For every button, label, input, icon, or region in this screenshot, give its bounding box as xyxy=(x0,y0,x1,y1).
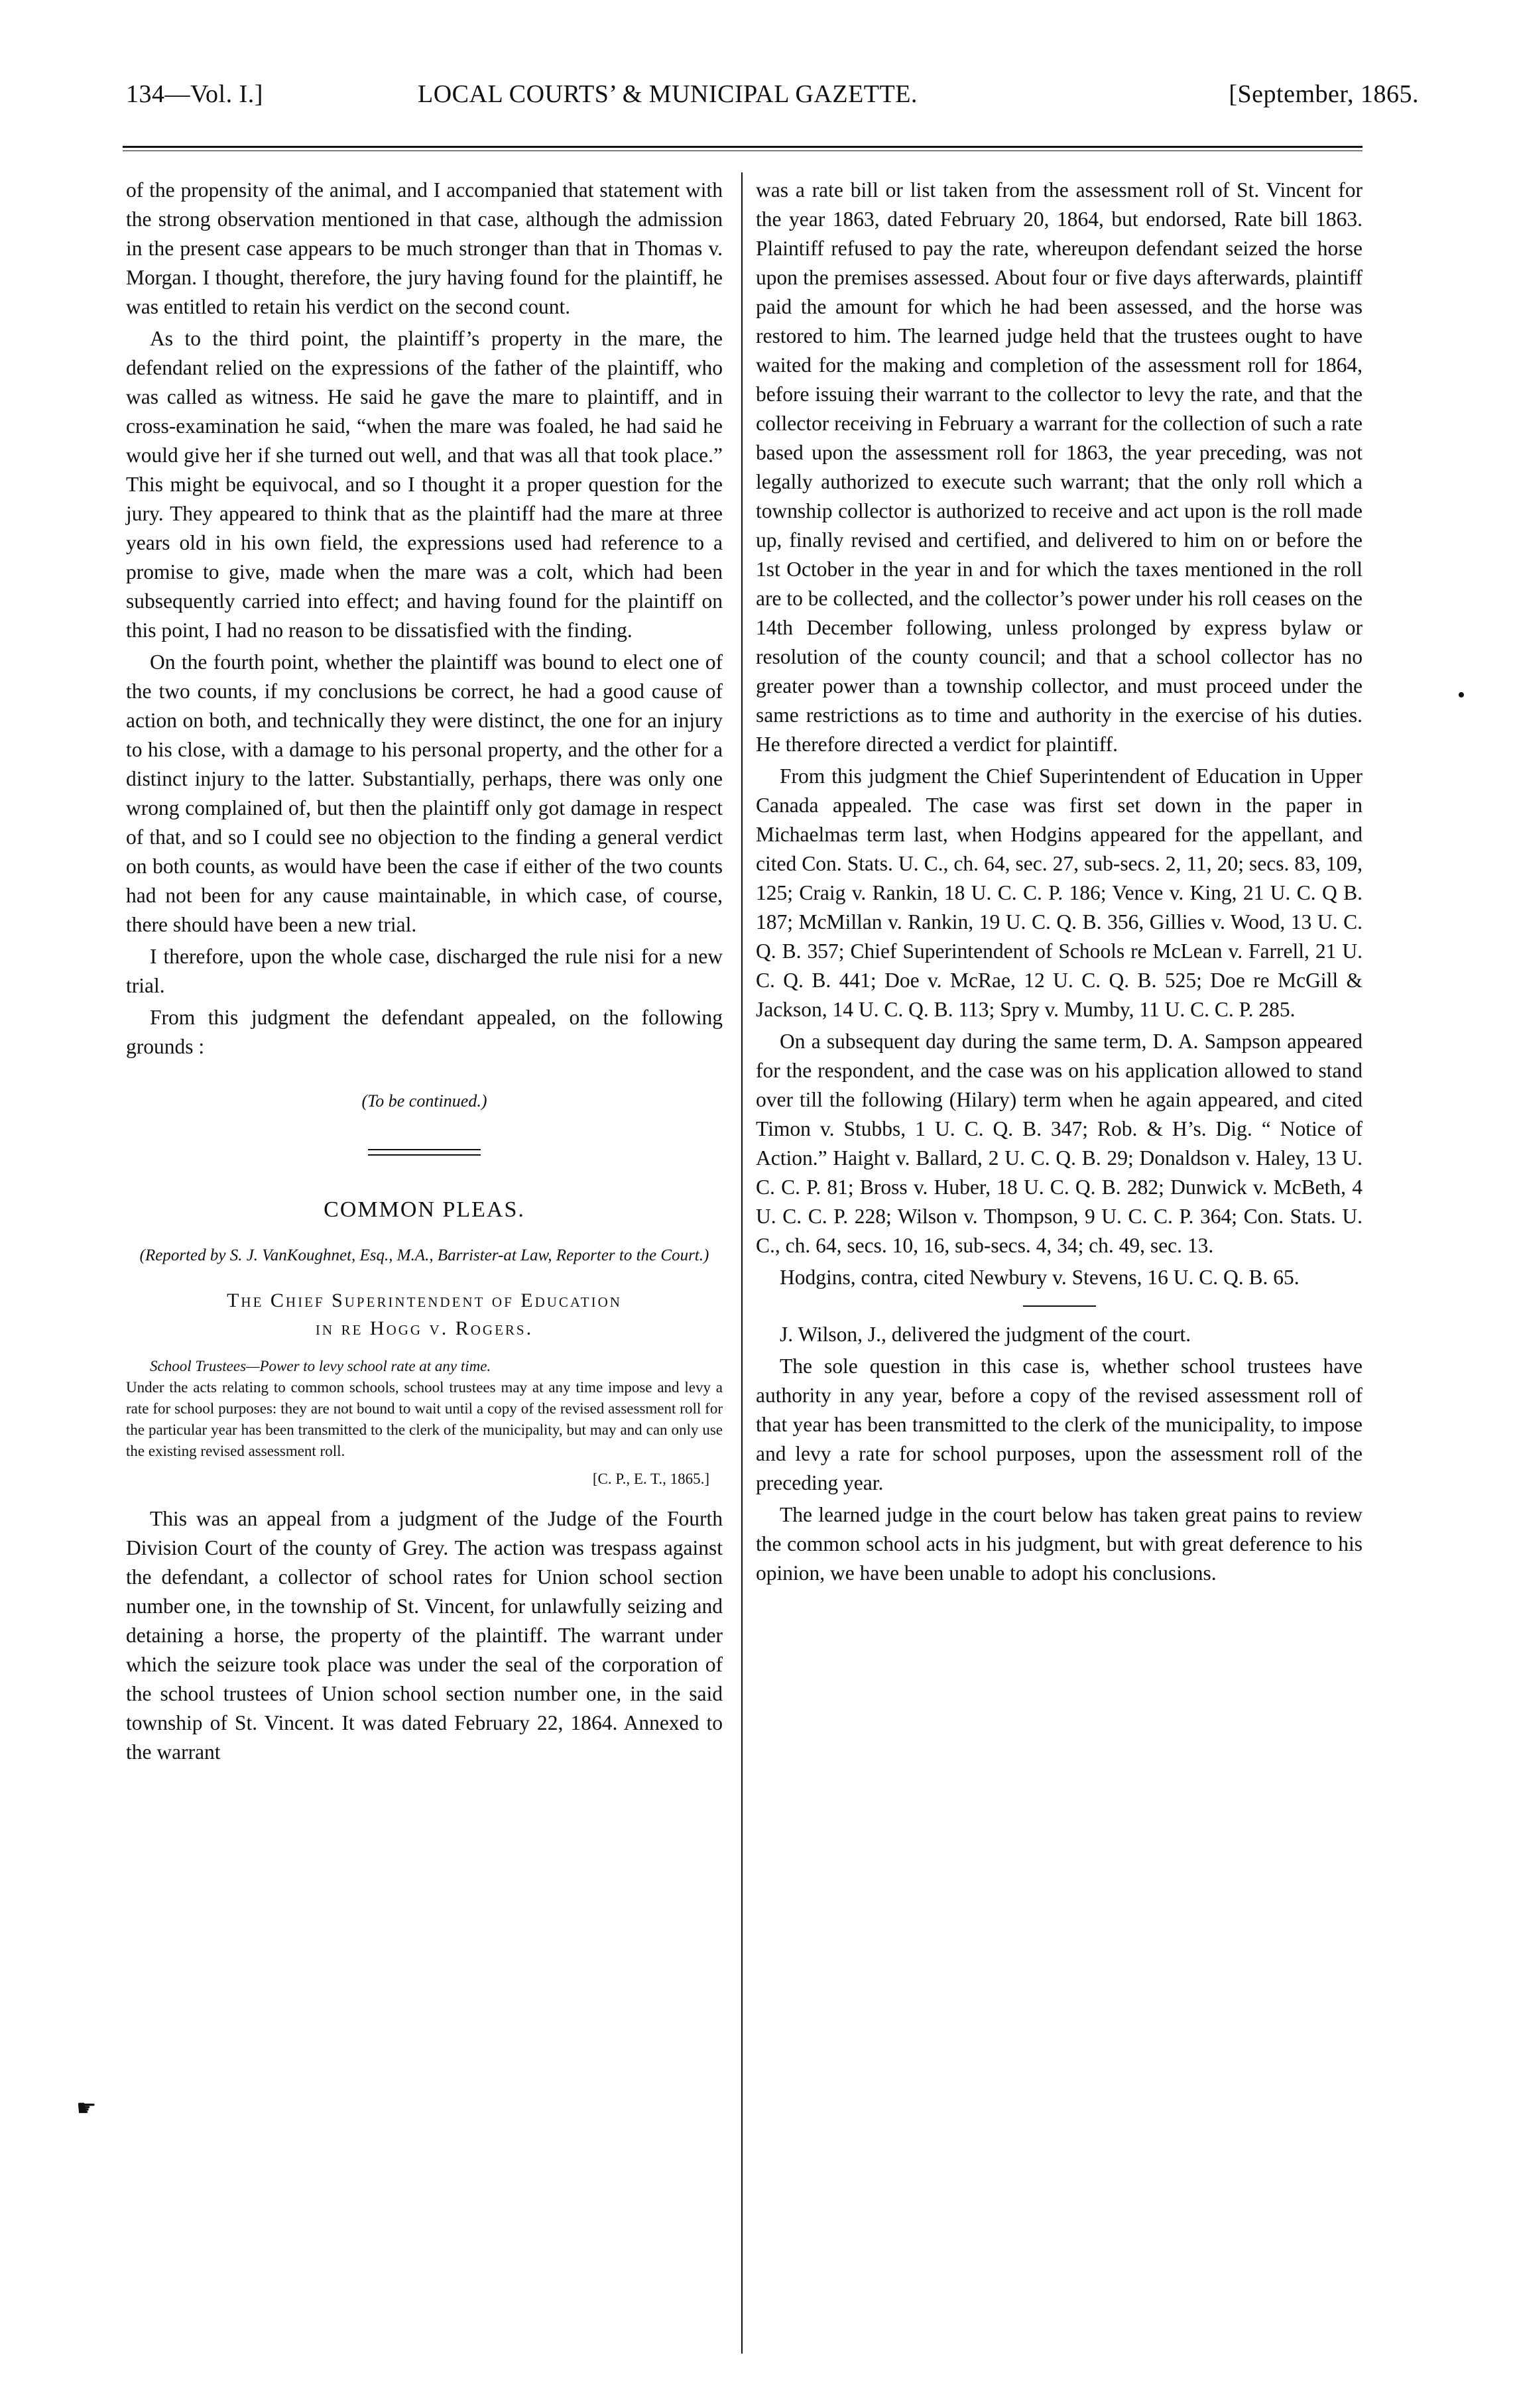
court-citation: [C. P., E. T., 1865.] xyxy=(592,1471,709,1487)
case-title-line-1: The Chief Superintendent of Education xyxy=(227,1290,622,1311)
paragraph: This was an appeal from a judgment of the Judge of the Fourth Division Court of the county of Grey. The action was trespass against the defendant, a collector of school rates for Union school section number one, in the township of St. Vincent, for unlawfully seizing and detaining a horse, the property of the plaintiff. The warrant under which the seizure took place was under the seal of the corporation of the school trustees of Union school section number one, in the said township of St. Vincent. It was dated February 22, 1864. Annexed to the warrant xyxy=(126,1507,723,1764)
separator-rule xyxy=(1023,1305,1096,1307)
column-divider xyxy=(741,172,743,2354)
left-column xyxy=(126,176,723,1767)
right-column xyxy=(756,176,1363,1588)
paragraph: As to the third point, the plaintiff’s property in the mare, the defendant relied on the expressions of the father of the plaintiff, who was called as witness. He said he gave the mare to plaintiff, and in cross-examination he said, “when the mare was foaled, he had said he would give her if she turned out well, and that was all that took place.” This might be equivocal, and so I thought it a proper question for the jury. They appeared to think that as the plaintiff had the mare at three years old in his own field, the expressions used had reference to a promise to give, made when the mare was a colt, which had been subsequently carried into effect; and having found for the plaintiff on this point, I had no reason to be dissatisfied with the finding. xyxy=(126,327,723,642)
page-volume: 134—Vol. I.] xyxy=(126,80,263,108)
running-header xyxy=(99,80,1419,119)
gazette-title: LOCAL COURTS’ & MUNICIPAL GAZETTE. xyxy=(418,80,918,108)
section-title: COMMON PLEAS. xyxy=(324,1197,525,1222)
section-separator xyxy=(368,1149,481,1156)
paragraph: The sole question in this case is, whether school trustees have authority in any year, before a copy of the revised assessment roll of that year has been transmitted to the clerk of the municipality, to impose and levy a rate for school purposes, upon the assessment roll of the preceding year. xyxy=(756,1354,1363,1494)
paragraph: On a subsequent day during the same term, D. A. Sampson appeared for the respondent, and the case was on his application allowed to stand over till the following (Hilary) term when he again appeared, and cited Timon v. Stubbs, 1 U. C. Q. B. 347; Rob. & H’s. Dig. “ Notice of Action.” Haight v. Ballard, 2 U. C. Q. B. 29; Donaldson v. Haley, 13 U. C. C. P. 81; Bross v. Huber, 18 U. C. Q. B. 282; Dunwick v. McBeth, 4 U. C. C. P. 228; Wilson v. Thompson, 9 U. C. C. P. 364; Con. Stats. U. C., ch. 64, secs. 10, 16, sub-secs. 4, 34; ch. 49, sec. 13. xyxy=(756,1030,1363,1257)
paragraph: was a rate bill or list taken from the assessment roll of St. Vincent for the year 1863, dated February 20, 1864, but endorsed, Rate bill 1863. Plaintiff refused to pay the rate, whereupon defendant seized the horse upon the premises assessed. About four or five days afterwards, plaintiff paid the amount for which he had been assessed, and the horse was restored to him. The learned judge held that the trustees ought to have waited for the making and completion of the assessment roll for 1864, before issuing their warrant to the collector to levy the rate, and that the collector receiving in February a warrant for the collection of such a rate based upon the assessment roll for 1863, the year preceding, was not legally authorized to execute such warrant; that the only roll which a township collector is authorized to receive and act upon is the roll made up, finally revised and certified, and delivered to him on or before the 1st October in the year in and for which the taxes mentioned in the roll are to be collected, and the collector’s power under his roll ceases on the 14th December following, unless prolonged by express bylaw or resolution of the county council; and that a school collector has no greater power than a township collector, and must proceed under the same restrictions as to time and authority in the exercise of his duties. He therefore directed a verdict for plaintiff. xyxy=(756,178,1363,756)
case-title-line-2: in re Hogg v. Rogers. xyxy=(315,1317,534,1339)
paragraph: The learned judge in the court below has taken great pains to review the common school acts in his judgment, but with great deference to his opinion, we have been unable to adopt his conclusions. xyxy=(756,1503,1363,1585)
paragraph: Hodgins, contra, cited Newbury v. Stevens, 16 U. C. Q. B. 65. xyxy=(780,1266,1300,1289)
case-title xyxy=(126,1287,723,1343)
headnote-body: Under the acts relating to common schools, school trustees may at any time impose and levy a rate for school purposes: they are not bound to wait until a copy of the revised assessment roll for the particular year has been transmitted to the clerk of the municipality, but may and can only use the existing revised assessment roll. xyxy=(126,1379,723,1459)
paragraph: On the fourth point, whether the plaintiff was bound to elect one of the two counts, if my conclusions be correct, he had a good cause of action on both, and technically they were distinct, the one for an injury to his close, with a damage to his personal property, and the other for a distinct injury to the latter. Substantially, perhaps, there was only one wrong complained of, but then the plaintiff only got damage in respect of that, and so I could see no objection to the finding a general verdict on both counts, as would have been the case if either of the two counts had not been for any cause maintainable, in which case, of course, there should have been a new trial. xyxy=(126,650,723,936)
paragraph: of the propensity of the animal, and I accompanied that statement with the strong observation mentioned in that case, although the admission in the present case appears to be much stronger than that in Thomas v. Morgan. I thought, therefore, the jury having found for the plaintiff, he was entitled to retain his verdict on the second count. xyxy=(126,178,723,318)
paragraph: J. Wilson, J., delivered the judgment of the court. xyxy=(780,1323,1191,1346)
paragraph: From this judgment the defendant appealed, on the following grounds : xyxy=(126,1006,723,1058)
pointer-hand-icon: ☛ xyxy=(76,2096,97,2121)
to-be-continued: (To be continued.) xyxy=(361,1091,487,1111)
margin-dot-icon: • xyxy=(1457,683,1465,707)
paragraph: From this judgment the Chief Superintendent of Education in Upper Canada appealed. The case was first set down in the paper in Michaelmas term last, when Hodgins appeared for the appellant, and cited Con. Stats. U. C., ch. 64, sec. 27, sub-secs. 2, 11, 20; secs. 83, 109, 125; Craig v. Rankin, 18 U. C. C. P. 186; Vence v. King, 21 U. C. Q B. 187; McMillan v. Rankin, 19 U. C. Q. B. 356, Gillies v. Wood, 13 U. C. Q. B. 357; Chief Superintendent of Schools re McLean v. Farrell, 21 U. C. Q. B. 441; Doe v. McRae, 12 U. C. Q. B. 525; Doe re McGill & Jackson, 14 U. C. Q. B. 113; Spry v. Mumby, 11 U. C. C. P. 285. xyxy=(756,764,1363,1021)
header-rule-thin xyxy=(123,150,1363,151)
header-rule xyxy=(123,146,1363,148)
headnote-topic: School Trustees—Power to levy school rate at any time. xyxy=(150,1358,491,1374)
issue-date: [September, 1865. xyxy=(1229,80,1419,108)
paragraph: I therefore, upon the whole case, discharged the rule nisi for a new trial. xyxy=(126,945,723,997)
reporter-note: (Reported by S. J. VanKoughnet, Esq., M.A., Barrister-at Law, Reporter to the Court.) xyxy=(139,1246,709,1264)
headnote xyxy=(126,1356,723,1462)
